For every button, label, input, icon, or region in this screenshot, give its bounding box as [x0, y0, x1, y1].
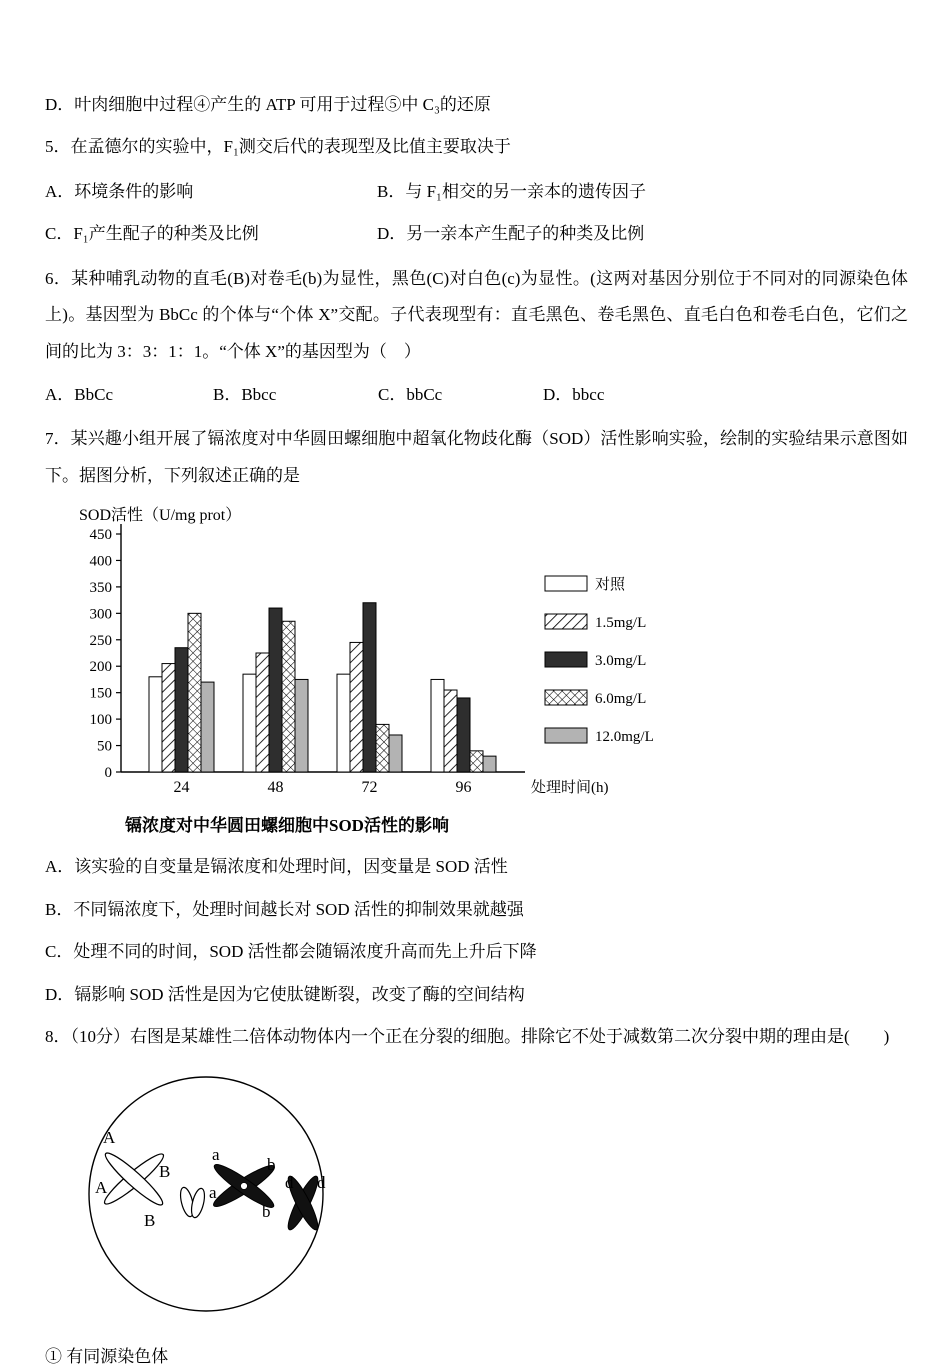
q5-option-d: D．另一亲本产生配子的种类及比例 — [377, 223, 645, 243]
svg-text:48: 48 — [267, 779, 284, 797]
cell-diagram-block — [51, 1067, 908, 1328]
svg-text:400: 400 — [89, 553, 112, 570]
svg-text:SOD活性（U/mg prot）: SOD活性（U/mg prot） — [79, 507, 242, 525]
chromosome-label: a — [212, 1144, 220, 1164]
sod-chart-block — [53, 504, 908, 836]
q5-option-c: C．F₁产生配子的种类及比例 — [45, 223, 259, 243]
svg-text:200: 200 — [89, 659, 112, 676]
chromosome-label: A — [103, 1127, 116, 1147]
q7-option-b: B．不同镉浓度下，处理时间越长对 SOD 活性的抑制效果就越强 — [45, 899, 524, 919]
svg-text:12.0mg/L: 12.0mg/L — [595, 729, 654, 746]
white-chromosome-pair — [100, 1148, 167, 1209]
q7-stem: 7．某兴趣小组开展了镉浓度对中华圆田螺细胞中超氧化物歧化酶（SOD）活性影响实验，绘制的实验结果示意图如下。据图分析，下列叙述正确的是 — [45, 429, 908, 485]
svg-text:300: 300 — [89, 606, 112, 623]
svg-text:96: 96 — [455, 779, 472, 797]
chromosome-label: b — [262, 1201, 271, 1221]
q6-option-d: D．bbcc — [543, 385, 605, 405]
q5-option-b: B．与 F₁相交的另一亲本的遗传因子 — [377, 181, 646, 201]
q6-options — [45, 380, 908, 405]
q7-option-c: C．处理不同的时间，SOD 活性都会随镉浓度升高而先上升后下降 — [45, 942, 537, 962]
q6-stem: 6．某种哺乳动物的直毛(B)对卷毛(b)为显性，黑色(C)对白色(c)为显性。(这两对基因分别位于不同对的同源染色体上)。基因型为 BbCc 的个体与“个体 X”交配。子代表现型有：直毛黑色、卷毛黑色、直毛白色和卷毛白色，它们之间的比为 3：3：1：1。“个体 X”的基因型为（ ） — [45, 268, 908, 361]
chromosome-label: d — [317, 1172, 326, 1192]
q6-option-a: A．BbCc — [45, 385, 113, 405]
svg-text:24: 24 — [173, 779, 190, 797]
chromosome-label: b — [267, 1154, 276, 1174]
svg-text:50: 50 — [97, 738, 112, 755]
svg-text:100: 100 — [89, 712, 112, 729]
svg-text:450: 450 — [89, 527, 112, 544]
q7-option-a: A．该实验的自变量是镉浓度和处理时间，因变量是 SOD 活性 — [45, 857, 508, 877]
q5-option-a: A．环境条件的影响 — [45, 181, 194, 201]
cell-diagram — [51, 1067, 371, 1323]
q8-stem: 8．（10分）右图是某雄性二倍体动物体内一个正在分裂的细胞。排除它不处于减数第二次分裂中期的理由是( ) — [45, 1027, 890, 1047]
chromosome-label: B — [159, 1161, 171, 1181]
small-white-chromosome-pair — [178, 1186, 207, 1219]
chromosome-label: d — [285, 1172, 294, 1192]
svg-text:72: 72 — [361, 779, 378, 797]
svg-text:对照: 对照 — [595, 577, 626, 594]
prev-question-option-d: D．叶肉细胞中过程④产生的 ATP 可用于过程⑤中 C₃的还原 — [45, 95, 491, 114]
svg-text:150: 150 — [89, 686, 112, 703]
centromere-dot — [241, 1182, 248, 1189]
svg-text:350: 350 — [89, 580, 112, 597]
svg-text:1.5mg/L: 1.5mg/L — [595, 615, 647, 632]
svg-text:250: 250 — [89, 633, 112, 650]
svg-text:处理时间(h): 处理时间(h) — [531, 780, 609, 797]
q5-options — [45, 177, 908, 244]
chromosome-label: A — [95, 1177, 108, 1197]
q6-option-c: C．bbCc — [378, 385, 443, 405]
svg-text:3.0mg/L: 3.0mg/L — [595, 653, 647, 670]
chart-caption: 镉浓度对中华圆田螺细胞中SOD活性的影响 — [125, 816, 449, 836]
sod-bar-chart — [53, 504, 703, 804]
q5-stem: 5．在孟德尔的实验中，F₁测交后代的表现型及比值主要取决于 — [45, 137, 511, 157]
q7-option-d: D．镉影响 SOD 活性是因为它使肽键断裂，改变了酶的空间结构 — [45, 984, 525, 1004]
q8-footnote: ① 有同源染色体 — [45, 1346, 169, 1366]
chromosome-label: B — [144, 1210, 156, 1230]
chromosome-label: a — [209, 1182, 217, 1202]
q6-option-b: B．Bbcc — [213, 385, 277, 405]
svg-text:0: 0 — [104, 765, 112, 782]
svg-text:6.0mg/L: 6.0mg/L — [595, 691, 647, 708]
